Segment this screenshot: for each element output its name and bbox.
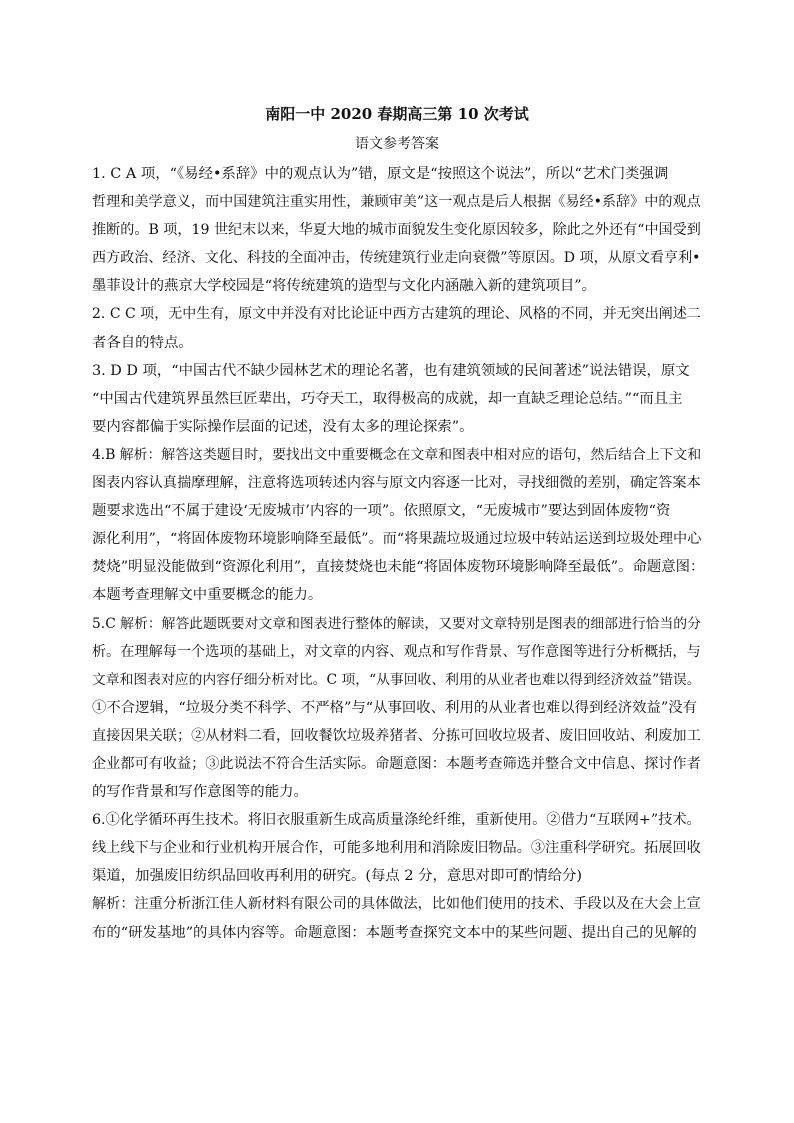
answer-paragraph-6 <box>92 806 704 890</box>
answer-line: 墨菲设计的燕京大学校园是“将传统建筑的造型与文化内涵融入新的建筑项目”。 <box>92 278 596 295</box>
answer-line: 要内容都偏于实际操作层面的记述，没有太多的理论探索”。 <box>92 418 474 435</box>
answer-line: 布的“研发基地”的具体内容等。命题意图：本题考查探究文本中的某些问题、提出自己的见解的 <box>92 924 697 941</box>
answer-line: 推断的。B 项，19 世纪末以来，华夏大地的城市面貌发生变化原因较多，除此之外还有“中国受到 <box>92 222 701 239</box>
answer-line: 直接因果关联；②从材料二看，回收餐饮垃圾养猪者、分拣可回收垃圾者、废旧回收站、利废加工 <box>92 727 701 744</box>
page-title: 南阳一中 2020 春期高三第 10 次考试 <box>265 105 529 123</box>
answer-line: 4.B 解析：解答这类题目时，要找出文中重要概念在文章和图表中相对应的语句，然后结合上下文和 <box>92 446 702 463</box>
answer-line: 6.①化学循环再生技术。将旧衣服重新生成高质量涤纶纤维，重新使用。②借力“互联网+”技术。 <box>92 812 701 829</box>
answer-line: 析。在理解每一个选项的基础上，对文章的内容、观点和写作背景、写作意图等进行分析概括，与 <box>92 643 701 660</box>
answer-line: 图表内容认真揣摩理解，注意将选项转述内容与原文内容逐一比对，寻找细微的差别，确定答案本 <box>92 475 701 492</box>
answer-line: 本题考查理解文中重要概念的能力。 <box>92 587 323 604</box>
answer-line: 2. C C 项，无中生有，原文中并没有对比论证中西方古建筑的理论、风格的不同，并无突出阐述二 <box>92 306 701 323</box>
answer-line: 源化利用”，“将固体废物环境影响降至最低”。而“将果蔬垃圾通过垃圾中转站运送到垃圾处理中心 <box>92 531 702 548</box>
answer-line: 5.C 解析：解答此题既要对文章和图表进行整体的解读，又要对文章特别是图表的细部进行恰当的分 <box>92 615 701 632</box>
answer-line: 焚烧”明显没能做到“资源化利用”，直接焚烧也未能“将固体废物环境影响降至最低”。命题意图： <box>92 559 704 576</box>
answer-line: 1. C A 项，“《易经•系辞》中的观点认为”错，原文是“按照这个说法”，所以“艺术门类强调 <box>92 166 669 182</box>
page-subtitle: 语文参考答案 <box>355 136 439 152</box>
answer-paragraph-1 <box>92 160 704 300</box>
answer-paragraph-3 <box>92 357 704 441</box>
answer-line: 西方政治、经济、文化、科技的全面冲击，传统建筑行业走向衰微”等原因。D 项，从原文看亨利• <box>92 250 701 267</box>
answer-line: 渠道，加强废旧纺织品回收再利用的研究。(每点 2 分，意思对即可酌情给分) <box>92 868 583 885</box>
answer-line: ①不合逻辑，“垃圾分类不科学、不严格”与“从事回收、利用的从业者也难以得到经济效益”没有 <box>92 699 698 716</box>
answer-line: 解析：注重分析浙江佳人新材料有限公司的具体做法，比如他们使用的技术、手段以及在大会上宣 <box>92 896 701 913</box>
answer-line: “中国古代建筑界虽然巨匠辈出，巧夺天工，取得极高的成就，却一直缺乏理论总结。”“而且主 <box>92 390 683 407</box>
answer-line: 题要求选出“不属于建设‘无废城市’内容的一项”。依照原文，“无废城市”要达到固体废物“资 <box>92 503 671 520</box>
answer-line: 哲理和美学意义，而中国建筑注重实用性，兼顾审美”这一观点是后人根据《易经•系辞》中的观点 <box>92 194 701 211</box>
answer-line: 的写作背景和写作意图等的能力。 <box>92 784 308 801</box>
answer-line: 者各自的特点。 <box>92 334 193 351</box>
answer-paragraph-4 <box>92 441 704 610</box>
answer-line: 3. D D 项，“中国古代不缺少园林艺术的理论名著，也有建筑领域的民间著述”说法错误，原文 <box>92 362 690 379</box>
answer-line: 文章和图表对应的内容仔细分析对比。C 项，“从事回收、利用的从业者也难以得到经济效益”错误。 <box>92 671 701 688</box>
answer-paragraph-2 <box>92 300 704 356</box>
answer-paragraph-5 <box>92 610 704 807</box>
answer-paragraph-7 <box>92 890 704 946</box>
answer-body <box>92 160 704 947</box>
answer-line: 线上线下与企业和行业机构开展合作，可能多地利用和消除废旧物品。③注重科学研究。拓展回收 <box>92 840 701 857</box>
answer-line: 企业都可有收益；③此说法不符合生活实际。命题意图：本题考查筛选并整合文中信息、探讨作者 <box>92 755 701 772</box>
